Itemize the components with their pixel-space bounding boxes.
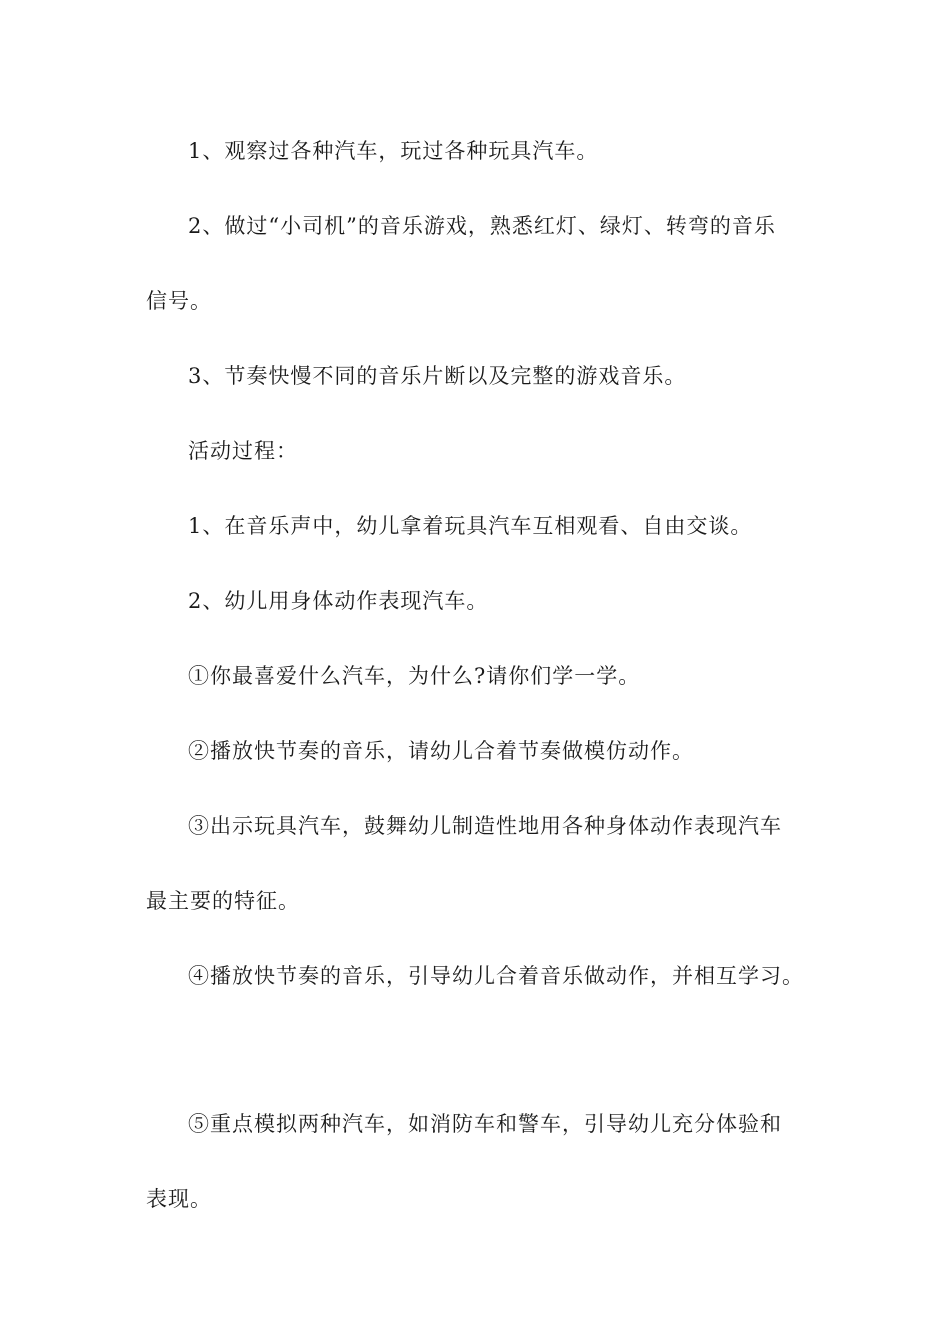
- paragraph-line-7: 2、幼儿用身体动作表现汽车。: [188, 589, 489, 613]
- paragraph-line-11: 最主要的特征。: [146, 889, 300, 913]
- paragraph-line-13: ⑤重点模拟两种汽车，如消防车和警车，引导幼儿充分体验和: [188, 1112, 782, 1136]
- paragraph-line-6: 1、在音乐声中，幼儿拿着玩具汽车互相观看、自由交谈。: [188, 514, 753, 538]
- paragraph-line-14: 表现。: [146, 1187, 212, 1211]
- paragraph-line-4: 3、节奏快慢不同的音乐片断以及完整的游戏音乐。: [188, 364, 687, 388]
- paragraph-line-3: 信号。: [146, 289, 212, 313]
- paragraph-line-2: 2、做过“小司机”的音乐游戏，熟悉红灯、绿灯、转弯的音乐: [188, 214, 776, 238]
- section-heading: 活动过程：: [188, 439, 298, 463]
- paragraph-line-1: 1、观察过各种汽车，玩过各种玩具汽车。: [188, 139, 599, 163]
- paragraph-line-10: ③出示玩具汽车，鼓舞幼儿制造性地用各种身体动作表现汽车: [188, 814, 782, 838]
- paragraph-line-12: ④播放快节奏的音乐，引导幼儿合着音乐做动作，并相互学习。: [188, 964, 804, 988]
- paragraph-line-8: ①你最喜爱什么汽车，为什么?请你们学一学。: [188, 664, 641, 688]
- paragraph-line-9: ②播放快节奏的音乐，请幼儿合着节奏做模仿动作。: [188, 739, 694, 763]
